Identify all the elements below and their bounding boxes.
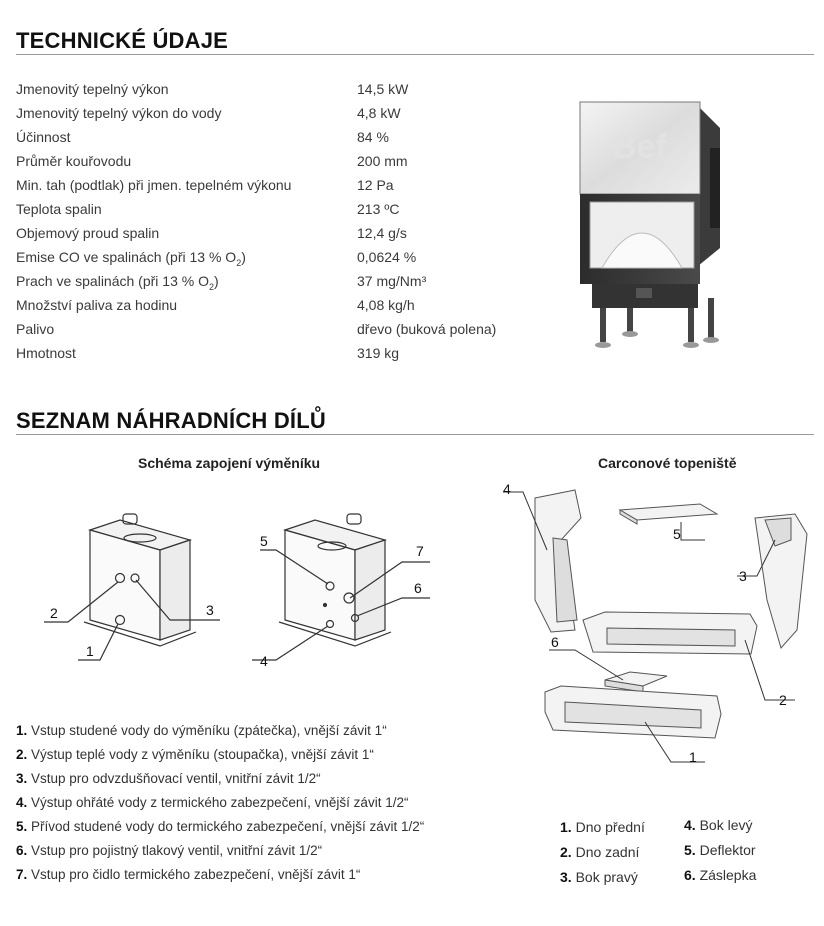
legend-item bbox=[16, 840, 424, 864]
part-item bbox=[684, 817, 753, 833]
spec-value: 0,0624 % bbox=[357, 249, 417, 265]
spec-label: Teplota spalin bbox=[16, 201, 102, 217]
legend-number: 2. bbox=[16, 747, 28, 762]
part-name: Deflektor bbox=[695, 842, 756, 858]
part-name: Záslepka bbox=[695, 867, 757, 883]
part-item bbox=[560, 869, 638, 885]
technical-section-title: TECHNICKÉ ÚDAJE bbox=[16, 28, 229, 53]
part-name: Bok levý bbox=[695, 817, 753, 833]
callout-1: 1 bbox=[86, 643, 94, 659]
spec-value: 4,8 kW bbox=[357, 105, 401, 121]
part-number: 4. bbox=[684, 817, 696, 833]
part-item bbox=[684, 867, 756, 883]
spec-label-text: Emise CO ve spalinách (při 13 % O bbox=[16, 249, 237, 265]
spec-row bbox=[16, 317, 536, 341]
exchanger-legend bbox=[16, 720, 424, 888]
legend-text: Vstup studené vody do výměníku (zpátečka), vnější závit 1“ bbox=[27, 723, 387, 738]
spec-row bbox=[16, 173, 536, 197]
legend-item bbox=[16, 792, 424, 816]
spec-value: 37 mg/Nm³ bbox=[357, 273, 427, 289]
spec-row bbox=[16, 125, 536, 149]
spec-label: Objemový proud spalin bbox=[16, 225, 160, 241]
spec-value: dřevo (buková polena) bbox=[357, 321, 497, 337]
spec-row bbox=[16, 269, 536, 293]
legend-item bbox=[16, 744, 424, 768]
spec-row bbox=[16, 293, 536, 317]
legend-item bbox=[16, 720, 424, 744]
spec-value: 84 % bbox=[357, 129, 389, 145]
legend-item bbox=[16, 768, 424, 792]
callout-4: 4 bbox=[260, 653, 268, 669]
callout-6: 6 bbox=[414, 580, 422, 596]
callout-5: 5 bbox=[673, 526, 681, 542]
spec-value: 12 Pa bbox=[357, 177, 394, 193]
callout-5: 5 bbox=[260, 533, 268, 549]
spec-value: 12,4 g/s bbox=[357, 225, 407, 241]
legend-number: 4. bbox=[16, 795, 28, 810]
exchanger-diagram-title: Schéma zapojení výměníku bbox=[138, 455, 321, 471]
callout-4: 4 bbox=[503, 481, 511, 497]
spec-value: 4,08 kg/h bbox=[357, 297, 415, 313]
part-name: Bok pravý bbox=[571, 869, 638, 885]
spec-value: 213 ºC bbox=[357, 201, 400, 217]
part-item bbox=[684, 842, 756, 858]
callout-2: 2 bbox=[779, 692, 787, 708]
part-number: 5. bbox=[684, 842, 696, 858]
callout-3: 3 bbox=[206, 602, 214, 618]
part-name: Dno přední bbox=[571, 819, 645, 835]
spec-value: 319 kg bbox=[357, 345, 400, 361]
legend-number: 6. bbox=[16, 843, 28, 858]
subscript: 2 bbox=[208, 281, 214, 292]
legend-text: Vstup pro čidlo termického zabezpečení, vnější závit 1“ bbox=[27, 867, 361, 882]
callout-7: 7 bbox=[416, 543, 424, 559]
legend-number: 5. bbox=[16, 819, 28, 834]
part-number: 2. bbox=[560, 844, 572, 860]
part-name: Dno zadní bbox=[571, 844, 640, 860]
spec-label: Hmotnost bbox=[16, 345, 76, 361]
legend-number: 1. bbox=[16, 723, 28, 738]
spec-label: Množství paliva za hodinu bbox=[16, 297, 178, 313]
legend-item bbox=[16, 864, 424, 888]
spec-value: 200 mm bbox=[357, 153, 408, 169]
svg-text:Bef: Bef bbox=[612, 128, 667, 166]
part-item bbox=[560, 819, 645, 835]
legend-number: 7. bbox=[16, 867, 28, 882]
spec-row bbox=[16, 101, 536, 125]
spec-row bbox=[16, 341, 536, 365]
part-number: 6. bbox=[684, 867, 696, 883]
spec-label: Průměr kouřovodu bbox=[16, 153, 132, 169]
spec-label bbox=[16, 273, 219, 292]
spec-label: Jmenovitý tepelný výkon bbox=[16, 81, 169, 97]
fireplace-product-image bbox=[570, 98, 750, 360]
spec-label-end: ) bbox=[214, 273, 219, 289]
spec-label-end: ) bbox=[241, 249, 246, 265]
spec-label: Palivo bbox=[16, 321, 55, 337]
subscript: 2 bbox=[236, 257, 242, 268]
legend-text: Výstup teplé vody z výměníku (stoupačka), vnější závit 1“ bbox=[27, 747, 374, 762]
legend-item bbox=[16, 816, 424, 840]
spec-row bbox=[16, 245, 536, 269]
legend-text: Přívod studené vody do termického zabezpečení, vnější závit 1/2“ bbox=[27, 819, 425, 834]
spec-label: Účinnost bbox=[16, 129, 71, 145]
part-number: 1. bbox=[560, 819, 572, 835]
spec-label: Jmenovitý tepelný výkon do vody bbox=[16, 105, 222, 121]
part-item bbox=[560, 844, 639, 860]
firebox-callout-layer bbox=[495, 480, 815, 770]
callout-6: 6 bbox=[551, 634, 559, 650]
legend-number: 3. bbox=[16, 771, 28, 786]
spare-parts-section-title: SEZNAM NÁHRADNÍCH DÍLŮ bbox=[16, 408, 326, 433]
technical-specs-table bbox=[16, 77, 536, 365]
section-divider bbox=[16, 434, 814, 435]
callout-3: 3 bbox=[739, 568, 747, 584]
spec-row bbox=[16, 221, 536, 245]
legend-text: Vstup pro pojistný tlakový ventil, vnitřní závit 1/2“ bbox=[27, 843, 323, 858]
part-number: 3. bbox=[560, 869, 572, 885]
exchanger-callout-layer bbox=[40, 510, 460, 680]
legend-text: Výstup ohřáté vody z termického zabezpečení, vnější závit 1/2“ bbox=[27, 795, 409, 810]
callout-2: 2 bbox=[50, 605, 58, 621]
spec-label: Min. tah (podtlak) při jmen. tepelném výkonu bbox=[16, 177, 292, 193]
spec-label bbox=[16, 249, 246, 268]
spec-row bbox=[16, 197, 536, 221]
firebox-diagram-title: Carconové topeniště bbox=[598, 455, 737, 471]
section-divider bbox=[16, 54, 814, 55]
legend-text: Vstup pro odvzdušňovací ventil, vnitřní závit 1/2“ bbox=[27, 771, 321, 786]
callout-1: 1 bbox=[689, 749, 697, 765]
spec-row bbox=[16, 77, 536, 101]
spec-value: 14,5 kW bbox=[357, 81, 409, 97]
spec-label-text: Prach ve spalinách (při 13 % O bbox=[16, 273, 209, 289]
spec-row bbox=[16, 149, 536, 173]
